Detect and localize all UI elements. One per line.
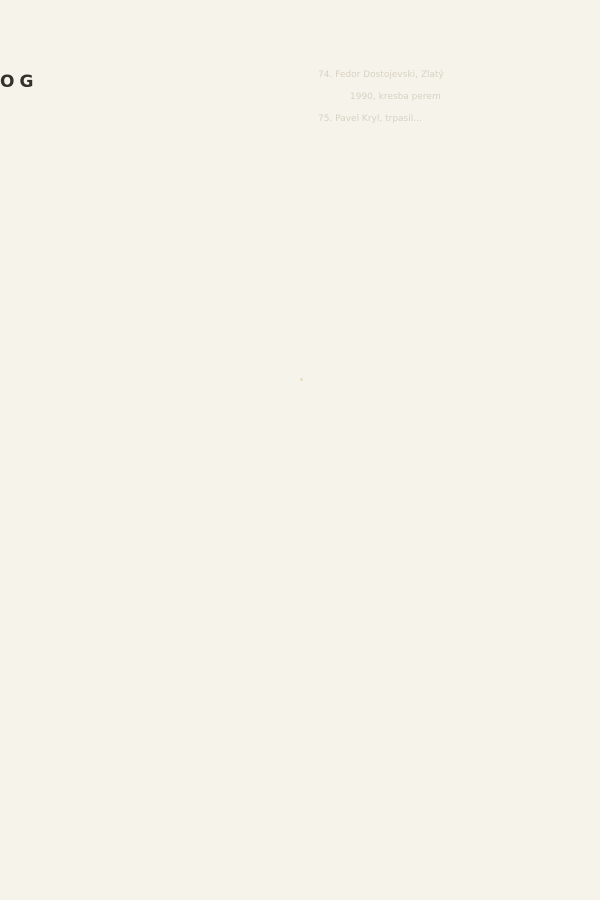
bleed-through-text: 75. Pavel Kryl, trpasil... (318, 114, 422, 124)
bleed-through-text: 74. Fedor Dostojevski, Zlatý (318, 70, 444, 80)
bleed-through-text: 1990, kresba perem (350, 92, 441, 102)
catalog-heading: OG (0, 72, 39, 92)
paper-speck (300, 378, 303, 381)
